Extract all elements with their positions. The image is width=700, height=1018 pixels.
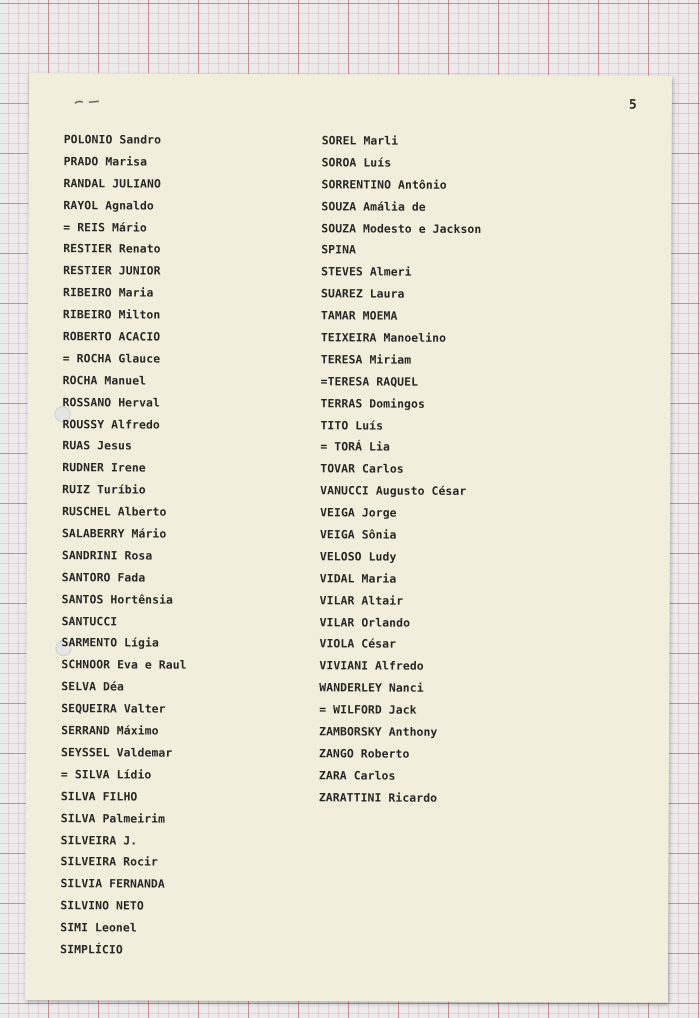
name-entry: ROUSSY Alfredo xyxy=(62,416,160,432)
name-entry: WANDERLEY Nanci xyxy=(319,680,424,695)
name-entry: SILVINO NETO xyxy=(60,898,144,913)
name-entry: TAMAR MOEMA xyxy=(320,308,398,323)
name-entry: ROCHA Manuel xyxy=(62,372,147,388)
typed-document-page xyxy=(25,73,672,1003)
name-entry: VANUCCI Augusto César xyxy=(320,483,467,499)
name-entry: RUDNER Irene xyxy=(62,460,146,475)
name-entry: SILVA Palmeirim xyxy=(60,810,166,826)
name-entry: PRADO Marisa xyxy=(63,154,148,169)
name-entry: SILVIA FERNANDA xyxy=(60,876,165,891)
name-entry: SALABERRY Mário xyxy=(61,526,167,541)
name-entry: = SILVA Lídio xyxy=(60,766,152,782)
name-entry: ZAMBORSKY Anthony xyxy=(319,724,438,739)
name-entry: = REIS Mário xyxy=(63,219,147,235)
name-entry: SANTORO Fada xyxy=(61,569,146,585)
name-entry: SCHNOOR Eva e Raul xyxy=(61,657,187,673)
name-entry: SARMENTO Lígia xyxy=(61,635,159,651)
name-entry: ROBERTO ACACIO xyxy=(62,329,161,344)
name-entry: STEVES Almeri xyxy=(321,264,412,280)
name-entry: TERRAS Domingos xyxy=(320,395,425,411)
name-entry: =TERESA RAQUEL xyxy=(320,374,419,389)
name-entry: RANDAL JULIANO xyxy=(63,175,161,191)
name-entry: RIBEIRO Maria xyxy=(63,285,154,300)
name-entry: VEIGA Jorge xyxy=(320,505,397,520)
name-entry: SEYSSEL Valdemar xyxy=(61,745,173,760)
name-entry: RESTIER Renato xyxy=(63,241,161,257)
name-entry: SIMI Leonel xyxy=(60,920,137,935)
name-entry: RAYOL Agnaldo xyxy=(63,197,154,213)
pencil-mark xyxy=(73,97,113,107)
name-entry: SILVEIRA J. xyxy=(60,832,138,847)
name-entry: = TORÁ Lia xyxy=(320,439,390,455)
name-entry: SUAREZ Laura xyxy=(321,286,405,301)
name-entry: SANDRINI Rosa xyxy=(61,548,153,563)
name-entry: SIMPLÍCIO xyxy=(60,942,123,957)
name-entry: RUAS Jesus xyxy=(62,438,132,453)
name-entry: VIOLA César xyxy=(319,636,397,652)
name-entry: TITO Luís xyxy=(320,417,384,433)
name-entry: RUSCHEL Alberto xyxy=(62,504,167,519)
name-entry: SILVA FILHO xyxy=(60,788,138,804)
name-entry: ZARA Carlos xyxy=(318,768,396,783)
name-entry: VIVIANI Alfredo xyxy=(319,658,424,674)
name-list-right-column xyxy=(319,130,482,809)
name-entry: RESTIER JUNIOR xyxy=(63,263,161,278)
name-entry: RIBEIRO Milton xyxy=(62,307,161,322)
name-entry: VILAR Altair xyxy=(319,592,404,608)
name-entry: ROSSANO Herval xyxy=(62,394,161,410)
name-entry: SPINA xyxy=(321,242,357,257)
name-entry: SEQUEIRA Valter xyxy=(61,701,166,716)
name-entry: SOROA Luís xyxy=(321,155,392,170)
name-entry: TOVAR Carlos xyxy=(320,461,404,476)
name-entry: SOUZA Modesto e Jackson xyxy=(321,220,482,236)
name-entry: RUIZ Turíbio xyxy=(62,482,146,497)
page-number: 5 xyxy=(628,97,637,113)
name-entry: = WILFORD Jack xyxy=(319,702,417,717)
name-entry: TEIXEIRA Manoelino xyxy=(320,330,447,345)
name-entry: TERESA Miriam xyxy=(320,352,412,367)
name-entry: SANTOS Hortênsia xyxy=(61,591,174,607)
name-entry: ZARATTINI Ricardo xyxy=(318,789,438,805)
name-entry: VEIGA Sônia xyxy=(319,527,397,542)
name-entry: SILVEIRA Rocir xyxy=(60,854,159,869)
name-list-left-column xyxy=(60,129,189,961)
name-entry: SANTUCCI xyxy=(61,613,118,628)
name-entry: SERRAND Máximo xyxy=(61,723,159,738)
name-entry: SOREL Marli xyxy=(321,133,399,148)
name-entry: SELVA Déa xyxy=(61,679,124,694)
name-entry: VILAR Orlando xyxy=(319,614,411,630)
name-entry: POLONIO Sandro xyxy=(63,132,162,147)
name-entry: = ROCHA Glauce xyxy=(62,351,161,366)
name-entry: VELOSO Ludy xyxy=(319,549,397,564)
name-entry: SOUZA Amália de xyxy=(321,198,426,214)
name-entry: ZANGO Roberto xyxy=(319,746,410,761)
name-entry: SORRENTINO Antônio xyxy=(321,177,447,192)
name-entry: VIDAL Maria xyxy=(319,571,397,586)
